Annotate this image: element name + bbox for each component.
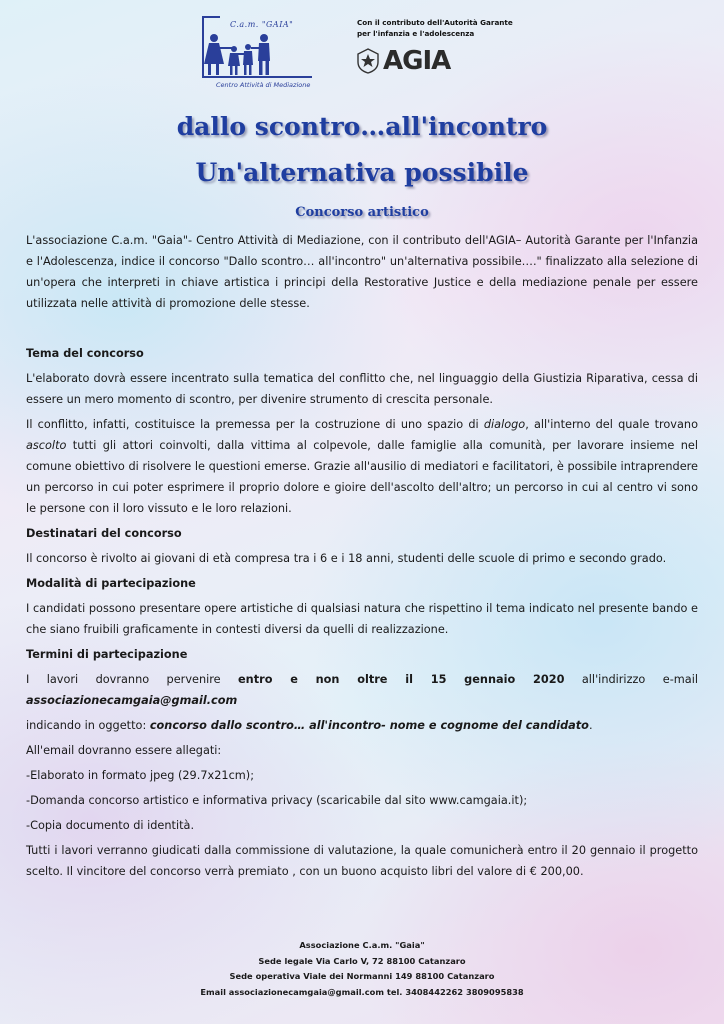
document-body [26,225,698,882]
title-line-1: dallo scontro…all'incontro [176,112,548,141]
logo-frame-top [202,16,220,18]
word-ascolto: ascolto [26,439,67,452]
contact-email[interactable]: associazionecamgaia@gmail.com [26,694,238,707]
title-subtitle: Concorso artistico [295,205,429,220]
tema-paragraph-2: Il conflitto, infatti, costituisce la premessa per la costruzione di uno spazio di dialogo, all'interno del quale trovano ascolto tutti gli attori coinvolti, dalla vittima al colpevole, dalle famiglie alla comunità, per lavorare insieme nel comune obiettivo di risolvere le questioni emerse. Grazie all'ausilio di mediatori e facilitatori, è possibile intraprendere un percorso in cui poter esprimere il proprio dolore e gioire dell'ascolto dell'altro; un percorso in cui al centro vi sono le persone con il loro vissuto e le loro relazioni. [26,418,698,515]
agia-contribution-note [357,17,513,39]
footer [0,938,724,1000]
intro-paragraph: L'associazione C.a.m. "Gaia"- Centro Attività di Mediazione, con il contributo dell'AGIA– Autorità Garante per l'Infanzia e l'Adolescenza, indice il concorso "Dallo scontro… all'incontro" un'alternativa possibile…." finalizzato alla selezione di un'opera che interpreti in chiave artistica i principi della Restorative Justice e della mediazione penale per essere utilizzata nelle attività di promozione delle stesse. [26,234,698,310]
footer-line-4: Email associazionecamgaia@gmail.com tel. 3408442262 3809095838 [200,986,524,997]
agia-note-line2: per l'infanzia e l'adolescenza [357,29,475,38]
section-heading-tema: Tema del concorso [26,347,144,360]
agia-note-line1: Con il contributo dell'Autorità Garante [357,18,513,27]
attachment-item-2: -Domanda concorso artistico e informativa privacy (scaricabile dal sito www.camgaia.it); [26,794,528,807]
gaia-logo [196,14,346,89]
state-emblem-icon [357,48,379,74]
section-heading-destinatari: Destinatari del concorso [26,527,182,540]
section-heading-modalita: Modalità di partecipazione [26,577,196,590]
logo-subtitle: Centro Attività di Mediazione [216,81,311,89]
termini-paragraph-4: Tutti i lavori verranno giudicati dalla commissione di valutazione, la quale comunicherà entro il 20 gennaio il progetto scelto. Il vincitore del concorso verrà premiato , con un buono acquisto libri del valore di € 200,00. [26,844,698,878]
section-heading-termini: Termini di partecipazione [26,648,188,661]
termini-paragraph-3: All'email dovranno essere allegati: [26,744,222,757]
word-dialogo: dialogo [483,418,526,431]
deadline-text: entro e non oltre il 15 gennaio 2020 [238,673,565,686]
termini-paragraph-2: indicando in oggetto: concorso dallo scontro… all'incontro- nome e cognome del candidato. [26,719,593,732]
email-subject: concorso dallo scontro… all'incontro- nome e cognome del candidato [149,719,589,732]
logo-name: C.a.m. "GAIA" [230,20,294,29]
footer-line-3: Sede operativa Viale dei Normanni 149 88100 Catanzaro [229,971,495,981]
attachment-item-3: -Copia documento di identità. [26,819,195,832]
termini-paragraph-1: I lavori dovranno pervenire entro e non oltre il 15 gennaio 2020 all'indirizzo e-mail associazionecamgaia@gmail.com [26,673,698,707]
modalita-paragraph: I candidati possono presentare opere artistiche di qualsiasi natura che rispettino il tema indicato nel presente bando e che siano fruibili graficamente in contesti diversi da quelli di realizzazione. [26,602,698,636]
agia-logo-text: AGIA [383,46,451,76]
footer-line-1: Associazione C.a.m. "Gaia" [299,940,425,950]
tema-paragraph-1: L'elaborato dovrà essere incentrato sulla tematica del conflitto che, nel linguaggio della Giustizia Riparativa, cessa di essere un mero momento di scontro, per divenire strumento di crescita personale. [26,372,698,406]
footer-line-2: Sede legale Via Carlo V, 72 88100 Catanzaro [258,955,466,966]
agia-logo [357,46,467,80]
title-line-2: Un'alternativa possibile [195,158,529,187]
attachment-item-1: -Elaborato in formato jpeg (29.7x21cm); [26,769,255,782]
destinatari-paragraph: Il concorso è rivolto ai giovani di età compresa tra i 6 e i 18 anni, studenti delle scuole di primo e secondo grado. [26,552,667,565]
family-silhouette-icon [200,32,290,76]
logo-frame-bottom [202,76,312,78]
